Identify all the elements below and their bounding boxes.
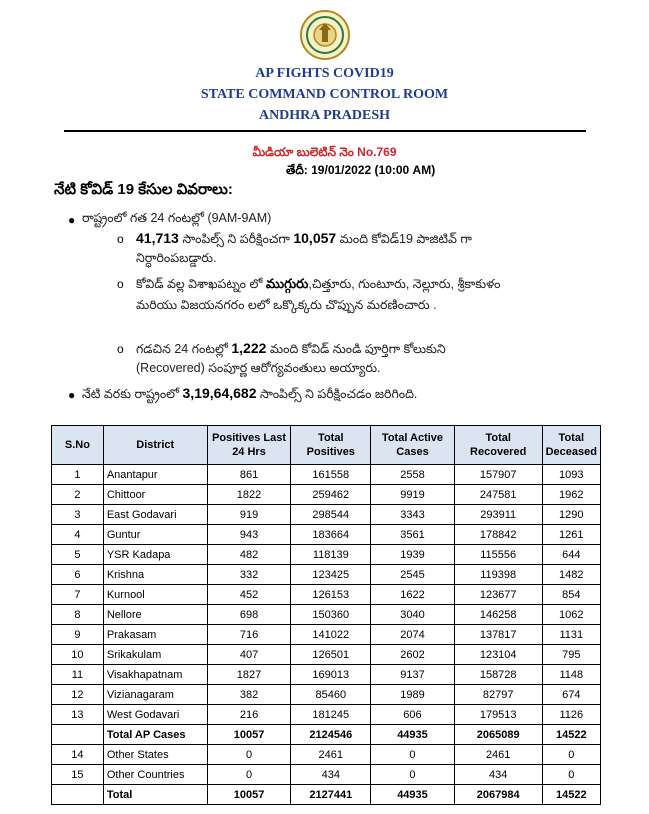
cell: 606 bbox=[371, 705, 455, 725]
divider bbox=[64, 130, 586, 132]
cell: 85460 bbox=[291, 685, 371, 705]
cell: Anantapur bbox=[103, 465, 207, 485]
cell: Guntur bbox=[103, 525, 207, 545]
table-row bbox=[52, 525, 601, 545]
header-active: Total Active Cases bbox=[371, 426, 455, 465]
cell: 0 bbox=[371, 745, 455, 765]
table-header-row bbox=[52, 426, 601, 465]
header-total-positives: Total Positives bbox=[291, 426, 371, 465]
cell: 1482 bbox=[542, 565, 600, 585]
cell: 1827 bbox=[207, 665, 291, 685]
cell: 716 bbox=[207, 625, 291, 645]
cell: 6 bbox=[52, 565, 104, 585]
cell: 15 bbox=[52, 765, 104, 785]
cell: 382 bbox=[207, 685, 291, 705]
cell: 169013 bbox=[291, 665, 371, 685]
cell: 0 bbox=[371, 765, 455, 785]
cell: 0 bbox=[207, 765, 291, 785]
cell: 2558 bbox=[371, 465, 455, 485]
header-deceased: Total Deceased bbox=[542, 426, 600, 465]
deaths-bold: ముగ్గురు bbox=[265, 276, 309, 291]
cell: 10057 bbox=[207, 785, 291, 805]
cell: 146258 bbox=[454, 605, 542, 625]
table-row bbox=[52, 665, 601, 685]
header-sno: S.No bbox=[52, 426, 104, 465]
cell: 126153 bbox=[291, 585, 371, 605]
total-samples-count: 3,19,64,682 bbox=[182, 385, 257, 401]
cell: 1261 bbox=[542, 525, 600, 545]
page-title: నేటి కోవిడ్ 19 కేసుల వివరాలు: bbox=[54, 181, 233, 198]
cell: Other Countries bbox=[103, 765, 207, 785]
heading-line-2: STATE COMMAND CONTROL ROOM bbox=[200, 87, 449, 102]
cell: 157907 bbox=[454, 465, 542, 485]
cell: 3343 bbox=[371, 505, 455, 525]
cell: 2124546 bbox=[291, 725, 371, 745]
cell: 7 bbox=[52, 585, 104, 605]
cell: 216 bbox=[207, 705, 291, 725]
cell bbox=[52, 725, 104, 745]
cell: 293911 bbox=[454, 505, 542, 525]
cell: West Godavari bbox=[103, 705, 207, 725]
bullet-circle-icon: o bbox=[117, 342, 124, 356]
cell: 674 bbox=[542, 685, 600, 705]
deaths-text: కోవిడ్ వల్ల విశాఖపట్నం లో bbox=[136, 277, 263, 291]
cell: 11 bbox=[52, 665, 104, 685]
table-row bbox=[52, 605, 601, 625]
cell: 919 bbox=[207, 505, 291, 525]
cell: Kurnool bbox=[103, 585, 207, 605]
cell: 247581 bbox=[454, 485, 542, 505]
bulletin-date: తేదీ: 19/01/2022 (10:00 AM) bbox=[286, 163, 436, 177]
table-row bbox=[52, 545, 601, 565]
bullet-dot-icon: ● bbox=[68, 388, 76, 402]
cell: Total AP Cases bbox=[103, 725, 207, 745]
cell: 0 bbox=[207, 745, 291, 765]
sub-bullet-recovered bbox=[136, 339, 606, 359]
cell: Total bbox=[103, 785, 207, 805]
cell: 12 bbox=[52, 685, 104, 705]
bulletin-number: మీడియా బులెటిన్ నెం No.769 bbox=[252, 145, 397, 159]
cell: 181245 bbox=[291, 705, 371, 725]
cell: 137817 bbox=[454, 625, 542, 645]
cell: 407 bbox=[207, 645, 291, 665]
cell: Srikakulam bbox=[103, 645, 207, 665]
andhra-pradesh-emblem bbox=[299, 6, 351, 64]
cell: 854 bbox=[542, 585, 600, 605]
cell: 3 bbox=[52, 505, 104, 525]
cell: 183664 bbox=[291, 525, 371, 545]
bullet-circle-icon: o bbox=[117, 277, 124, 291]
cell: 1622 bbox=[371, 585, 455, 605]
cell: 118139 bbox=[291, 545, 371, 565]
cell: Prakasam bbox=[103, 625, 207, 645]
cell: 5 bbox=[52, 545, 104, 565]
total-samples-end: సాంపిల్స్ ని పరీక్షించడం జరిగింది. bbox=[259, 387, 418, 401]
cell: 332 bbox=[207, 565, 291, 585]
recovered-text-line2: (Recovered) సంపూర్ణ ఆరోగ్యవంతులు అయ్యారు. bbox=[136, 361, 381, 375]
cell: 1131 bbox=[542, 625, 600, 645]
cell: 158728 bbox=[454, 665, 542, 685]
cell: 8 bbox=[52, 605, 104, 625]
cell: 126501 bbox=[291, 645, 371, 665]
table-row bbox=[52, 645, 601, 665]
cell: 13 bbox=[52, 705, 104, 725]
cell: 298544 bbox=[291, 505, 371, 525]
table-row-total-ap bbox=[52, 725, 601, 745]
cell: 3561 bbox=[371, 525, 455, 545]
sub-bullet-deaths bbox=[136, 274, 606, 294]
cell: 119398 bbox=[454, 565, 542, 585]
cell: Nellore bbox=[103, 605, 207, 625]
cell: 795 bbox=[542, 645, 600, 665]
samples-text: సాంపిల్స్ ని పరీక్షించగా bbox=[182, 232, 290, 246]
cell: 115556 bbox=[454, 545, 542, 565]
cell: 14522 bbox=[542, 725, 600, 745]
bullet-total-samples bbox=[82, 384, 602, 404]
table-row bbox=[52, 705, 601, 725]
cell: 452 bbox=[207, 585, 291, 605]
cell: Visakhapatnam bbox=[103, 665, 207, 685]
cell: 1989 bbox=[371, 685, 455, 705]
cell: 1939 bbox=[371, 545, 455, 565]
cell: 44935 bbox=[371, 785, 455, 805]
table-row bbox=[52, 685, 601, 705]
cell: Other States bbox=[103, 745, 207, 765]
cell: 2127441 bbox=[291, 785, 371, 805]
positives-count: 10,057 bbox=[293, 230, 337, 246]
cell: 1126 bbox=[542, 705, 600, 725]
cell: 2067984 bbox=[454, 785, 542, 805]
table-row bbox=[52, 505, 601, 525]
cell: 82797 bbox=[454, 685, 542, 705]
cell: 2461 bbox=[454, 745, 542, 765]
cell: East Godavari bbox=[103, 505, 207, 525]
cell: 4 bbox=[52, 525, 104, 545]
bullet-circle-icon: o bbox=[117, 232, 124, 246]
cell: 178842 bbox=[454, 525, 542, 545]
recovered-text-end: మంది కోవిడ్ నుండి పూర్తిగా కోలుకుని bbox=[269, 342, 446, 356]
cell: 2065089 bbox=[454, 725, 542, 745]
cell: 2074 bbox=[371, 625, 455, 645]
cell: Vizianagaram bbox=[103, 685, 207, 705]
header-recovered: Total Recovered bbox=[454, 426, 542, 465]
cell: 1822 bbox=[207, 485, 291, 505]
table-row bbox=[52, 485, 601, 505]
deaths-text-line2: మరియు విజయనగరం లలో ఒక్కొక్కరు చొప్పున మరణించారు . bbox=[136, 298, 437, 312]
cell: 644 bbox=[542, 545, 600, 565]
cell: 1062 bbox=[542, 605, 600, 625]
samples-count: 41,713 bbox=[136, 230, 179, 246]
cell: 434 bbox=[454, 765, 542, 785]
cell: 434 bbox=[291, 765, 371, 785]
positives-text: మంది కోవిడ్19 పాజిటివ్ గా bbox=[339, 232, 472, 246]
table-row-total bbox=[52, 785, 601, 805]
sub-bullet-samples bbox=[136, 229, 606, 249]
recovered-text: గడచిన 24 గంటల్లో bbox=[136, 342, 228, 356]
cell: 1148 bbox=[542, 665, 600, 685]
table-row bbox=[52, 765, 601, 785]
cell: 14 bbox=[52, 745, 104, 765]
deaths-districts: ,చిత్తూరు, గుంటూరు, నెల్లూరు, శ్రీకాకుళం bbox=[308, 277, 501, 291]
cell: 150360 bbox=[291, 605, 371, 625]
cell: Chittoor bbox=[103, 485, 207, 505]
table-row bbox=[52, 465, 601, 485]
cell: 943 bbox=[207, 525, 291, 545]
cell: 123677 bbox=[454, 585, 542, 605]
cell: 861 bbox=[207, 465, 291, 485]
cell: 2 bbox=[52, 485, 104, 505]
cell: 2545 bbox=[371, 565, 455, 585]
cell: 14522 bbox=[542, 785, 600, 805]
total-samples-text: నేటి వరకు రాష్ట్రంలో bbox=[82, 387, 180, 401]
cell: 1 bbox=[52, 465, 104, 485]
header-district: District bbox=[103, 426, 207, 465]
cell: 179513 bbox=[454, 705, 542, 725]
bullet-24hrs: రాష్ట్రంలో గత 24 గంటల్లో (9AM-9AM) bbox=[82, 211, 272, 225]
samples-text-line2: నిర్ధారింపబడ్డారు. bbox=[136, 251, 217, 265]
cell: 0 bbox=[542, 745, 600, 765]
cell: 161558 bbox=[291, 465, 371, 485]
cell: 141022 bbox=[291, 625, 371, 645]
district-table bbox=[51, 425, 601, 805]
cell: 123425 bbox=[291, 565, 371, 585]
recovered-count: 1,222 bbox=[231, 340, 267, 356]
bullet-dot-icon: ● bbox=[68, 213, 76, 227]
cell: 1093 bbox=[542, 465, 600, 485]
cell: 1290 bbox=[542, 505, 600, 525]
cell: 2602 bbox=[371, 645, 455, 665]
cell: 10 bbox=[52, 645, 104, 665]
cell: Krishna bbox=[103, 565, 207, 585]
cell: 44935 bbox=[371, 725, 455, 745]
cell: 2461 bbox=[291, 745, 371, 765]
cell: 1962 bbox=[542, 485, 600, 505]
cell: 9 bbox=[52, 625, 104, 645]
cell bbox=[52, 785, 104, 805]
heading-line-3: ANDHRA PRADESH bbox=[258, 108, 391, 123]
cell: 9919 bbox=[371, 485, 455, 505]
cell: 0 bbox=[542, 765, 600, 785]
table-row bbox=[52, 625, 601, 645]
header-positives-24h: Positives Last 24 Hrs bbox=[207, 426, 291, 465]
cell: 10057 bbox=[207, 725, 291, 745]
cell: 482 bbox=[207, 545, 291, 565]
cell: 259462 bbox=[291, 485, 371, 505]
cell: 9137 bbox=[371, 665, 455, 685]
table-row bbox=[52, 565, 601, 585]
table-row bbox=[52, 745, 601, 765]
cell: 698 bbox=[207, 605, 291, 625]
heading-line-1: AP FIGHTS COVID19 bbox=[255, 66, 394, 81]
cell: 123104 bbox=[454, 645, 542, 665]
table-row bbox=[52, 585, 601, 605]
cell: YSR Kadapa bbox=[103, 545, 207, 565]
cell: 3040 bbox=[371, 605, 455, 625]
